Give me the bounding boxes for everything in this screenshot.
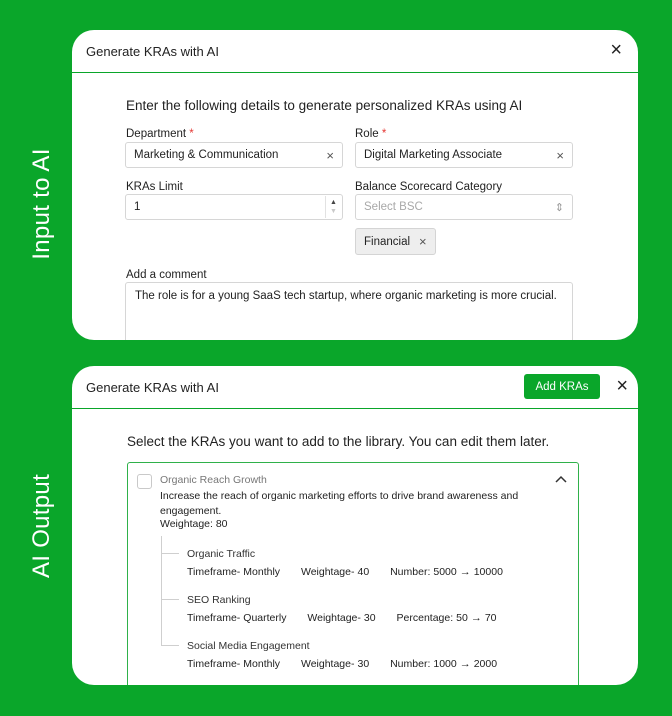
- role-value: Digital Marketing Associate: [364, 149, 503, 161]
- department-label: Department *: [126, 128, 194, 140]
- input-card-header: [72, 30, 638, 73]
- bsc-placeholder: Select BSC: [364, 201, 423, 213]
- role-label: Role *: [355, 128, 387, 140]
- kra-checkbox[interactable]: [137, 474, 152, 489]
- kra-description: Increase the reach of organic marketing efforts to drive brand awareness and engagement.: [160, 490, 519, 517]
- remove-chip-icon[interactable]: ×: [419, 234, 427, 249]
- clear-department-icon[interactable]: ×: [326, 147, 334, 163]
- tree-branch: [161, 599, 179, 600]
- ai-output-label: AI Output: [28, 473, 55, 579]
- sub-kra-name: Social Media Engagement: [187, 640, 310, 652]
- input-to-ai-label: Input to AI: [28, 148, 55, 260]
- sub-kra-meta: Timeframe- Monthly Weightage- 40 Number: 5000 → 10000: [187, 566, 503, 578]
- output-card-title: Generate KRAs with AI: [86, 380, 219, 395]
- input-card: [72, 30, 638, 340]
- sub-kra-meta: Timeframe- Monthly Weightage- 30 Number: 1000 → 2000: [187, 658, 498, 670]
- kras-limit-label: KRAs Limit: [126, 181, 183, 193]
- chevron-up-icon[interactable]: [554, 474, 568, 484]
- output-card-header: [72, 366, 638, 409]
- sub-kra-name: SEO Ranking: [187, 594, 251, 606]
- department-value: Marketing & Communication: [134, 149, 279, 161]
- kra-name: Organic Reach Growth: [160, 474, 267, 486]
- comment-label: Add a comment: [126, 269, 207, 281]
- kras-limit-value: 1: [134, 201, 141, 213]
- step-up-icon[interactable]: ▲: [330, 199, 337, 206]
- input-intro: Enter the following details to generate personalized KRAs using AI: [126, 98, 523, 113]
- add-kras-button[interactable]: Add KRAs: [524, 374, 600, 399]
- bsc-label: Balance Scorecard Category: [355, 181, 503, 193]
- input-card-title: Generate KRAs with AI: [86, 44, 219, 59]
- clear-role-icon[interactable]: ×: [556, 147, 564, 163]
- sub-kra-meta: Timeframe- Quarterly Weightage- 30 Percentage: 50 → 70: [187, 612, 497, 624]
- bsc-chip-financial: [355, 228, 436, 255]
- department-input[interactable]: [125, 142, 343, 168]
- output-intro: Select the KRAs you want to add to the library. You can edit them later.: [127, 434, 550, 449]
- bsc-select[interactable]: [355, 194, 573, 220]
- sub-kra-name: Organic Traffic: [187, 548, 256, 560]
- arrow-right-icon: →: [459, 658, 471, 670]
- arrow-right-icon: →: [470, 612, 482, 624]
- kra-weightage: Weightage: 80: [160, 518, 228, 530]
- arrow-right-icon: →: [459, 566, 471, 578]
- kras-limit-stepper[interactable]: [325, 196, 341, 218]
- kras-limit-input[interactable]: [125, 194, 343, 220]
- tree-branch: [161, 553, 179, 554]
- step-down-icon[interactable]: ▼: [330, 208, 337, 215]
- output-card: [72, 366, 638, 685]
- role-input[interactable]: [355, 142, 573, 168]
- bsc-chip-label: Financial: [364, 235, 411, 248]
- comment-textarea[interactable]: The role is for a young SaaS tech startup, where organic marketing is more crucial.: [125, 282, 573, 340]
- kra-item: [127, 462, 579, 685]
- close-icon[interactable]: ×: [616, 375, 628, 397]
- close-icon[interactable]: ×: [610, 39, 622, 61]
- tree-branch: [161, 645, 179, 646]
- select-caret-icon: ⇕: [554, 201, 564, 214]
